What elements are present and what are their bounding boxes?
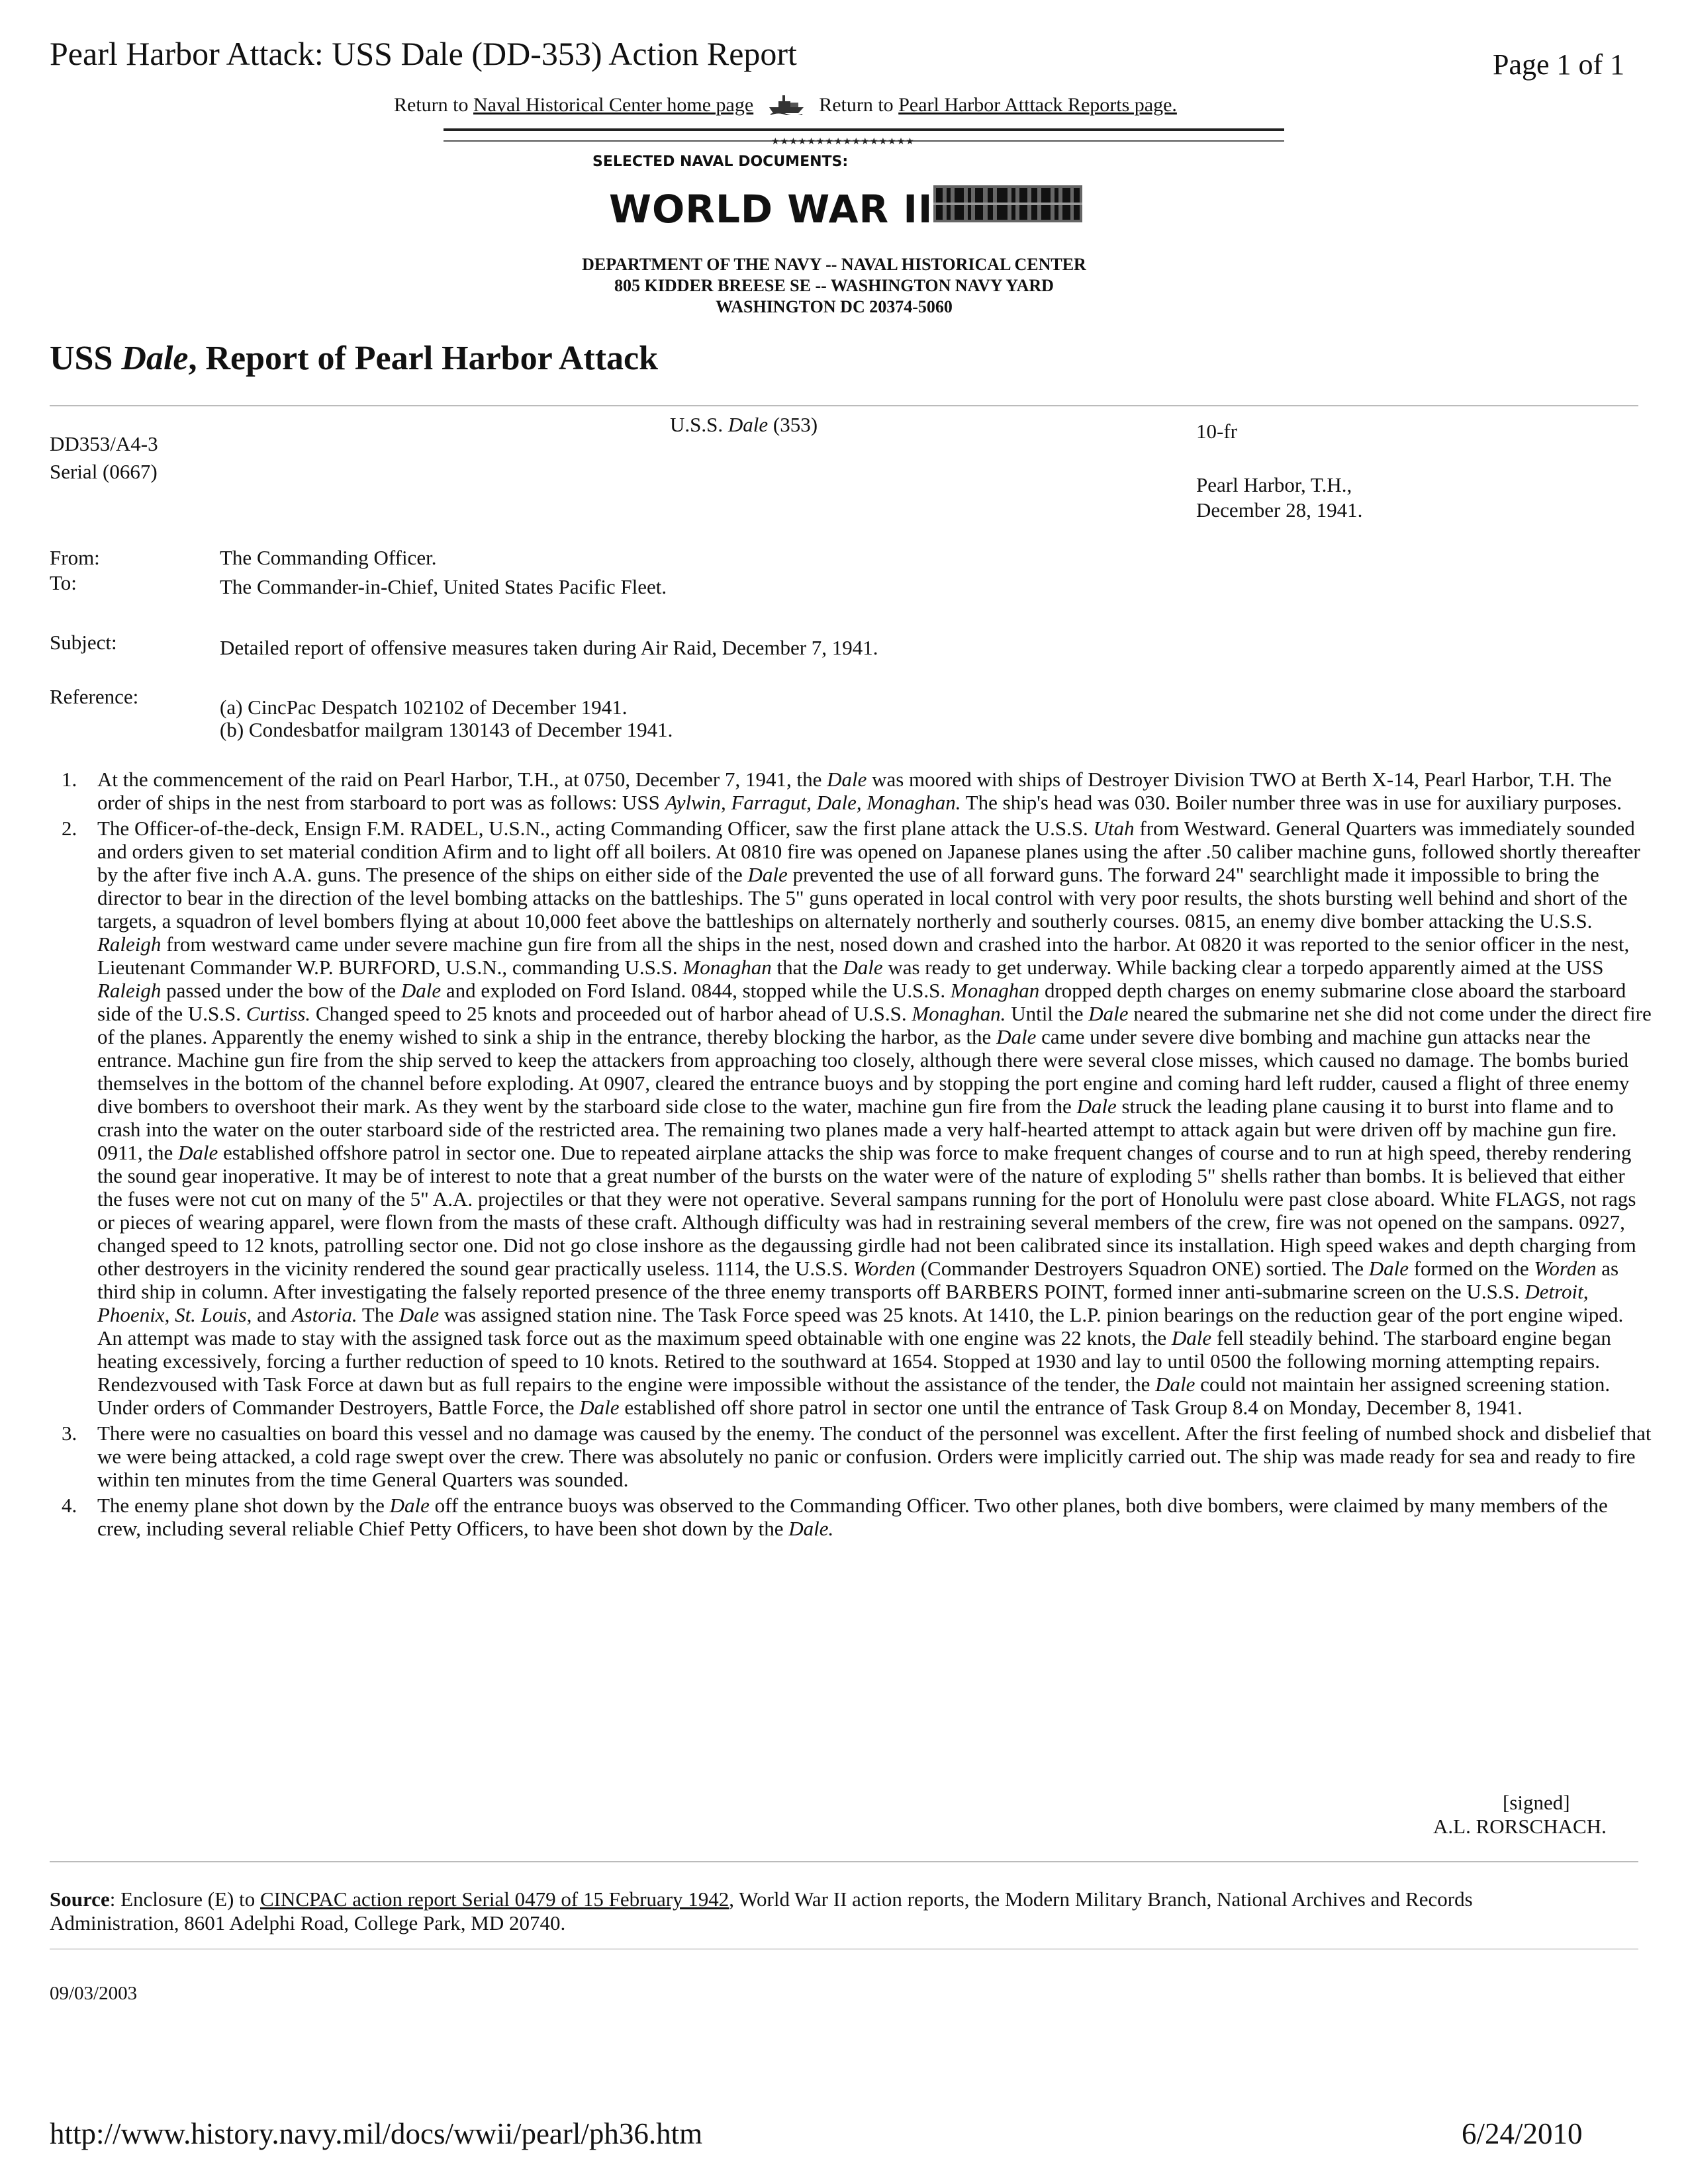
italic-ship-name: Monaghan (950, 979, 1040, 1002)
footer-print-date: 6/24/2010 (1462, 2117, 1583, 2150)
paragraph-number: 3. (62, 1422, 77, 1445)
paragraph-text: formed on the (1408, 1257, 1534, 1280)
paragraph-text: passed under the bow of the (161, 979, 401, 1002)
footer-url: http://www.history.navy.mil/docs/wwii/pearl/ph36.htm (50, 2117, 703, 2150)
italic-ship-name: Dale (1076, 1095, 1117, 1118)
report-title-pre: USS (50, 340, 122, 377)
title-divider (50, 405, 1638, 406)
paragraph-text: dropped depth charges on enemy submarine close aboard the starboard side of the U.S.S. (97, 979, 1626, 1025)
from-value: The Commanding Officer. (220, 546, 437, 569)
italic-ship-name: Dale (389, 1494, 430, 1517)
italic-ship-name: Monaghan. (912, 1002, 1006, 1025)
reports-page-link[interactable]: Pearl Harbor Atttack Reports page. (898, 93, 1177, 116)
paragraph-text: was ready to get underway. While backing clear a torpedo apparently aimed at the USS (882, 956, 1604, 979)
paragraph-number: 2. (62, 817, 77, 840)
place-date-block (1196, 473, 1362, 523)
paragraph-text: The (357, 1303, 399, 1326)
signer-name: A.L. RORSCHACH. (1433, 1815, 1607, 1838)
ship-icon (768, 93, 805, 120)
paragraph-text: and (252, 1303, 292, 1326)
return-prefix: Return to (394, 93, 469, 116)
subject-value: Detailed report of offensive measures taken during Air Raid, December 7, 1941. (220, 636, 878, 659)
paragraph-text: The ship's head was 030. Boiler number three was in use for auxiliary purposes. (961, 791, 1622, 814)
italic-ship-name: Monaghan (682, 956, 772, 979)
department-line: DEPARTMENT OF THE NAVY -- NAVAL HISTORICAL CENTER (582, 255, 1086, 274)
italic-ship-name: Dale (1368, 1257, 1409, 1280)
from-label: From: (50, 546, 100, 569)
report-title-post: , Report of Pearl Harbor Attack (188, 340, 659, 377)
serial-number: Serial (0667) (50, 460, 158, 483)
report-body (50, 768, 1652, 1543)
italic-ship-name: Raleigh (97, 979, 162, 1002)
serial-block (50, 430, 158, 486)
action-report-link[interactable]: CINCPAC action report Serial 0479 of 15 February 1942 (259, 1888, 729, 1911)
paragraph-text: and exploded on Ford Island. 0844, stopped while the U.S.S. (441, 979, 951, 1002)
source-pre: : Enclosure (E) to (109, 1888, 260, 1911)
letter-date: December 28, 1941. (1196, 498, 1363, 522)
paragraph-number: 1. (62, 768, 77, 791)
banner-rule (444, 128, 1284, 131)
paragraph-number: 4. (62, 1494, 77, 1517)
paragraph-text: fell steadily behind. The starboard engine began heating excessively, forcing a further reduction of speed to 10 knots. Retired to the southward at 1654. Stopped at 1930 and lay to until 0500 the following morning attempting repairs. Rendezvoused with Task Force at dawn but as full repairs to the engine were impossible without the assistance of the tender, the (97, 1326, 1611, 1396)
reference-a: (a) CincPac Despatch 102102 of December 1941. (220, 696, 628, 719)
document-title: Pearl Harbor Attack: USS Dale (DD-353) Action Report (50, 35, 797, 72)
italic-ship-name: Curtiss. (246, 1002, 311, 1025)
ship-heading-post: (353) (768, 413, 818, 436)
paragraph-text: neared the submarine net she did not come under the direct fire of the planes. Apparently the enemy wished to sink a ship in the entrance, thereby blocking the harbor, as the (97, 1002, 1652, 1048)
paragraph-text: that the (771, 956, 843, 979)
paragraph-text: came under severe dive bombing and machine gun attacks near the entrance. Machine gun fire from the ship served to keep the attackers from approaching too closely, although there were several close misses, which caused no damage. The bombs buried themselves in the bottom of the channel before exploding. At 0907, cleared the entrance buoys and by stopping the port engine and coming hard left rudder, caused a flight of three enemy dive bombers to overshoot their mark. As they went by the starboard side close to the water, machine gun fire from the (97, 1025, 1630, 1118)
italic-ship-name: Dale (996, 1025, 1037, 1048)
italic-ship-name: Dale (843, 956, 883, 979)
paragraph-text: At the commencement of the raid on Pearl Harbor, T.H., at 0750, December 7, 1941, the (97, 768, 827, 791)
paragraph-text: from westward came under severe machine gun fire from all the ships in the nest, nosed down and crashed into the harbor. At 0820 it was reported to the senior officer in the nest, Lieutenant Commander W.P. BURFORD, U.S.N., commanding U.S.S. (97, 933, 1630, 979)
ship-heading (670, 413, 818, 437)
italic-ship-name: Dale (400, 979, 442, 1002)
paragraph-text: Changed speed to 25 knots and proceeded out of harbor ahead of U.S.S. (310, 1002, 912, 1025)
paragraph-text: struck the leading plane causing it to burst into flame and to crash into the water on the outer starboard side of the restricted area. The remaining two planes made a very half-hearted attempt to attack again but were driven off by machine gun fire. 0911, the (97, 1095, 1617, 1164)
source-label: Source (50, 1888, 110, 1911)
paragraph-text: from Westward. General Quarters was immediately sounded and orders given to set material condition Afirm and to light off all boilers. At 0810 fire was opened on Japanese planes using the after .50 caliber machine guns, followed shortly thereafter by the after five inch A.A. guns. The presence of the ships on either side of the (97, 817, 1640, 886)
italic-ship-name: Dale (827, 768, 867, 791)
home-page-link[interactable]: Naval Historical Center home page (473, 93, 754, 116)
italic-ship-name: Dale. (788, 1517, 834, 1540)
source-divider (50, 1861, 1638, 1862)
italic-ship-name: Astoria. (291, 1303, 357, 1326)
italic-ship-name: Dale (1171, 1326, 1212, 1349)
signed-mark: [signed] (1503, 1791, 1570, 1814)
body-paragraph (50, 1422, 1652, 1491)
report-title-ship: Dale (121, 340, 189, 377)
italic-ship-name: Detroit, Phoenix, St. Louis, (97, 1280, 1589, 1326)
paragraph-text: (Commander Destroyers Squadron ONE) sortied. The (915, 1257, 1369, 1280)
world-war-ii-heading: WORLD WAR II (609, 187, 933, 232)
to-value: The Commander-in-Chief, United States Pacific Fleet. (220, 575, 667, 598)
file-code: 10-fr (1196, 420, 1237, 443)
ship-heading-pre: U.S.S. (670, 413, 728, 436)
italic-ship-name: Dale (747, 863, 788, 886)
return-prefix-2: Return to (819, 93, 894, 116)
return-links (394, 93, 1177, 120)
page-number: Page 1 of 1 (1493, 48, 1625, 81)
body-paragraph (50, 768, 1652, 814)
serial-code: DD353/A4-3 (50, 432, 158, 455)
paragraph-text: as third ship in column. After investigating the falsely reported presence of the three enemy transports off BARBERS POINT, formed inner anti-submarine screen on the U.S.S. (97, 1257, 1619, 1303)
source-divider-bottom (50, 1948, 1638, 1950)
paragraph-text: The Officer-of-the-deck, Ensign F.M. RADEL, U.S.N., acting Commanding Officer, saw the first plane attack the U.S.S. (97, 817, 1094, 840)
paragraph-text: off the entrance buoys was observed to the Commanding Officer. Two other planes, both dive bombers, were claimed by many members of the crew, including several reliable Chief Petty Officers, to have been shot down by the (97, 1494, 1608, 1540)
ship-heading-name: Dale (727, 413, 769, 436)
barcode-graphic (933, 185, 1082, 222)
body-paragraph (50, 817, 1652, 1419)
italic-ship-name: Dale (177, 1141, 218, 1164)
paragraph-text: established offshore patrol in sector one. Due to repeated airplane attacks the ship was force to make frequent changes of course and to run at high speed, thereby rendering the sound gear inoperative. It may be of interest to note that a great number of the bursts on the water were of the nature of exploding 5" shells rather than bombs. It is believed that either the fuses were not cut on many of the 5" A.A. projectiles or that they were not operative. Several sampans running for the port of Honolulu were past close aboard. White FLAGS, not rags or pieces of wearing apparel, were flown from the masts of these craft. Although difficulty was had in restraining several members of the crew, fire was not opened on the sampans. 0927, changed speed to 12 knots, patrolling sector one. Did not go close inshore as the degaussing girdle had not been calibrated since its installation. High speed wakes and depth charging from other destroyers in the vicinity rendered the sound gear practically useless. 1114, the U.S.S. (97, 1141, 1636, 1280)
source-post: , World War II action reports, the Modern Military Branch, National Archives and Records Administration, 8601 Adelphi Road, College Park, MD 20740. (50, 1888, 1473, 1934)
city-line: WASHINGTON DC 20374-5060 (716, 297, 953, 316)
source-citation (50, 1888, 1592, 1935)
italic-ship-name: Aylwin, Farragut, Dale, Monaghan. (665, 791, 961, 814)
selected-documents-label: SELECTED NAVAL DOCUMENTS: (592, 154, 849, 170)
address-line: 805 KIDDER BREESE SE -- WASHINGTON NAVY YARD (614, 276, 1054, 295)
report-title (50, 339, 658, 378)
department-address (503, 254, 1165, 318)
to-label: To: (50, 571, 77, 594)
italic-ship-name: Dale (1155, 1373, 1196, 1396)
letter-place: Pearl Harbor, T.H., (1196, 473, 1352, 496)
italic-ship-name: Dale (579, 1396, 620, 1419)
body-paragraph (50, 1494, 1652, 1540)
reference-b: (b) Condesbatfor mailgram 130143 of December 1941. (220, 718, 673, 741)
document-date: 09/03/2003 (50, 1983, 138, 2004)
italic-ship-name: Worden (853, 1257, 915, 1280)
paragraph-text: established off shore patrol in sector one until the entrance of Task Group 8.4 on Monday, December 8, 1941. (619, 1396, 1523, 1419)
italic-ship-name: Dale (1088, 1002, 1129, 1025)
paragraph-text: was assigned station nine. The Task Force speed was 25 knots. At 1410, the L.P. pinion bearings on the reduction gear of the port engine wiped. An attempt was made to stay with the assigned task force out as the maximum speed obtainable with one engine was 22 knots, the (97, 1303, 1624, 1349)
italic-ship-name: Dale (399, 1303, 440, 1326)
reference-label: Reference: (50, 685, 139, 708)
paragraph-text: The enemy plane shot down by the (97, 1494, 390, 1517)
paragraph-text: could not maintain her assigned screening station. Under orders of Commander Destroyers, Battle Force, the (97, 1373, 1611, 1419)
italic-ship-name: Worden (1534, 1257, 1597, 1280)
paragraph-text: prevented the use of all forward guns. The forward 24" searchlight made it impossible to bring the director to bear in the direction of the level bombing attacks on the battleships. The 5" guns operated in local control with very poor results, the shots bursting well behind and short of the targets, a squadron of level bombers flying at about 10,000 feet above the battleships on alternately northerly and southerly courses. 0815, an enemy dive bomber attacking the U.S.S. (97, 863, 1628, 933)
paragraph-text: There were no casualties on board this vessel and no damage was caused by the enemy. The conduct of the personnel was excellent. After the first feeling of numbed shock and disbelief that we were being attacked, a cold rage swept over the crew. There was absolutely no panic or confusion. Orders were implicitly carried out. The ship was made ready for sea and ready to fire within ten minutes from the time General Quarters was sounded. (97, 1422, 1652, 1491)
banner-stars: ★★★★★★★★★★★★★★★★ (771, 137, 915, 147)
paragraph-text: Until the (1006, 1002, 1089, 1025)
paragraph-text: was moored with ships of Destroyer Division TWO at Berth X-14, Pearl Harbor, T.H. The order of ships in the nest from starboard to port was as follows: USS (97, 768, 1612, 814)
subject-label: Subject: (50, 631, 117, 654)
italic-ship-name: Raleigh (97, 933, 162, 956)
italic-ship-name: Utah (1093, 817, 1135, 840)
